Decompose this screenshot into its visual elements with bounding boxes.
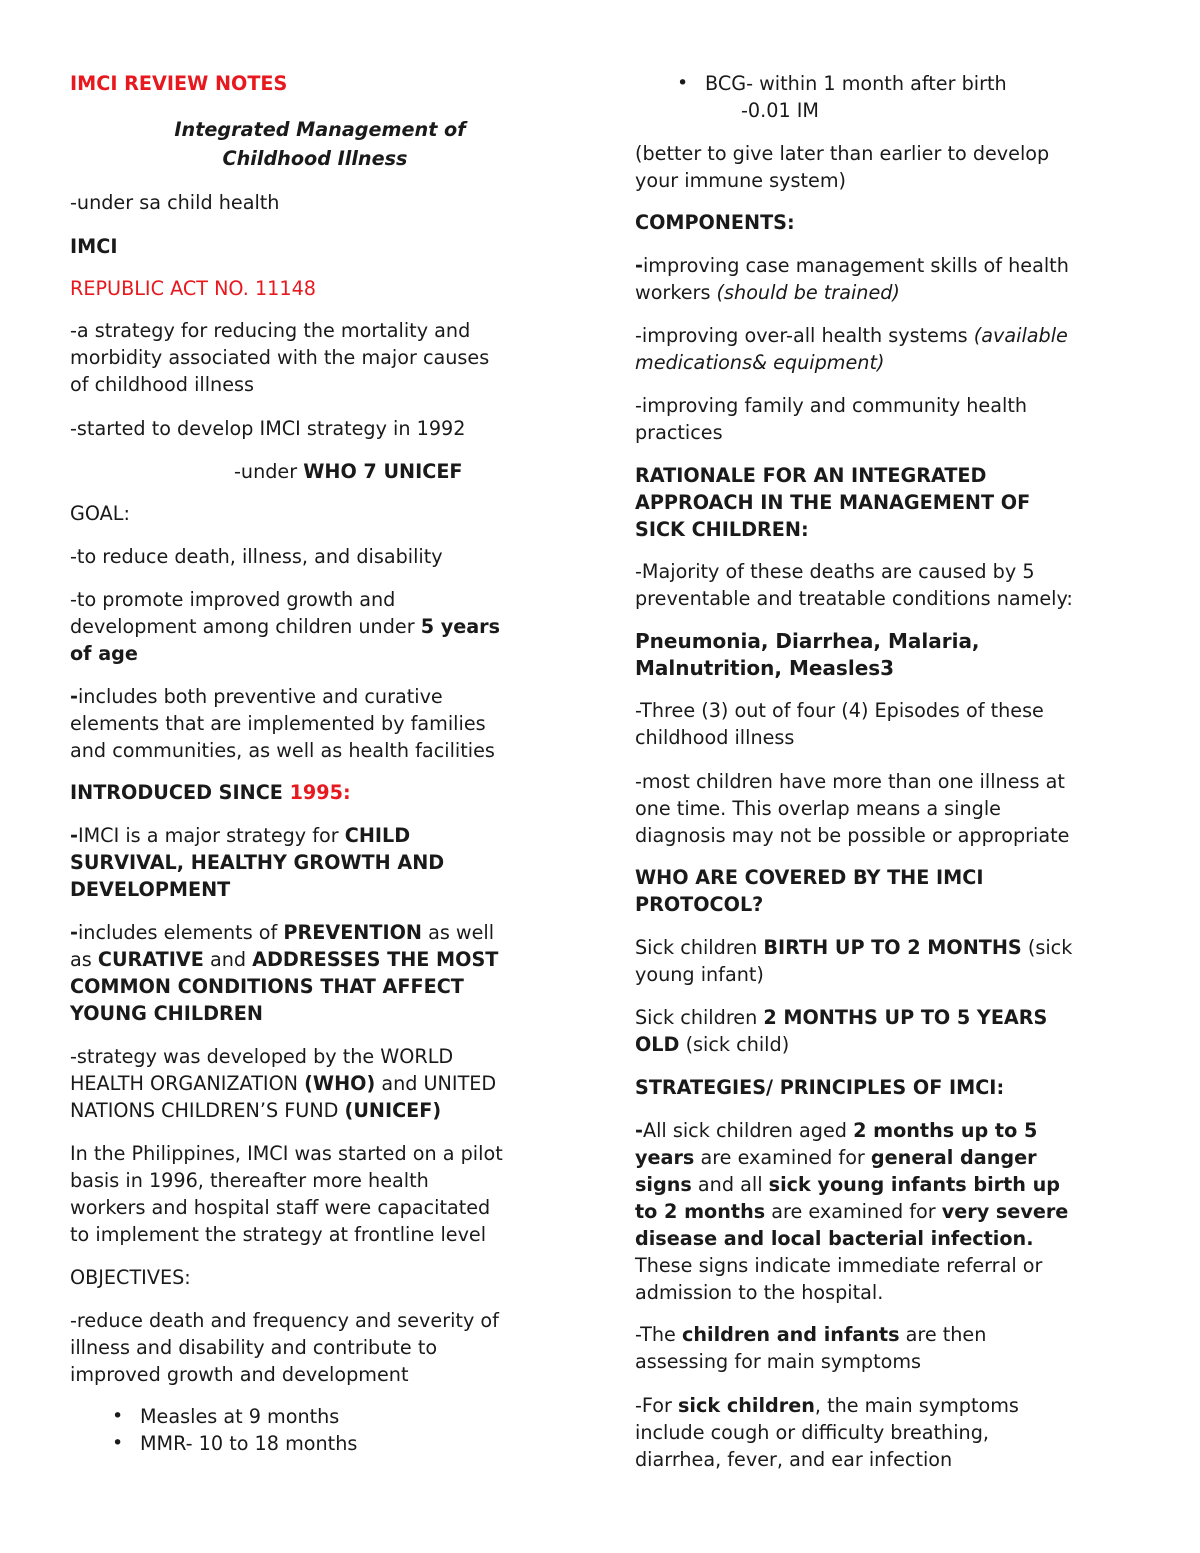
- rationale-heading: RATIONALE FOR AN INTEGRATED: [635, 464, 987, 487]
- component-text: workers: [635, 281, 717, 304]
- intro-item: [70, 822, 570, 849]
- principle-emphasis: sick children: [678, 1394, 815, 1417]
- intro-item: [70, 919, 570, 946]
- covered-heading: WHO ARE COVERED BY THE IMCI: [635, 866, 984, 889]
- who-text: and UNITED: [375, 1072, 497, 1095]
- majority-note: preventable and treatable conditions namely:: [635, 587, 1073, 610]
- intro-text: includes elements of: [77, 921, 284, 944]
- overlap-note: one time. This overlap means a single: [635, 797, 1001, 820]
- components-heading: COMPONENTS:: [635, 211, 795, 234]
- principle-emphasis: general danger: [870, 1146, 1037, 1169]
- strategies-heading: STRATEGIES/ PRINCIPLES OF IMCI:: [635, 1076, 1005, 1099]
- component-item: -improving family and community health: [635, 394, 1028, 417]
- component-item: [635, 252, 1140, 279]
- goal-item: [70, 613, 570, 640]
- intro-item: COMMON CONDITIONS THAT AFFECT: [70, 975, 464, 998]
- imci-label: IMCI: [70, 235, 118, 258]
- objective-line: illness and disability and contribute to: [70, 1336, 438, 1359]
- intro-emphasis: ADDRESSES THE MOST: [252, 948, 499, 971]
- who-unicef: WHO 7 UNICEF: [303, 460, 463, 483]
- better-note: your immune system): [635, 169, 847, 192]
- intro-item: SURVIVAL, HEALTHY GROWTH AND: [70, 851, 445, 874]
- bullet-item: • Measles at 9 months: [70, 1403, 570, 1430]
- under-prefix: -under: [234, 460, 304, 483]
- started-note: -started to develop IMCI strategy in 1992: [70, 417, 466, 440]
- philippines-note: to implement the strategy at frontline level: [70, 1223, 487, 1246]
- principle-text: are examined for: [765, 1200, 942, 1223]
- covered-heading: PROTOCOL?: [635, 893, 764, 916]
- strategy-principle: [635, 1144, 1140, 1171]
- republic-act: REPUBLIC ACT NO. 11148: [70, 277, 316, 300]
- strategy-principle: disease and local bacterial infection.: [635, 1227, 1034, 1250]
- majority-note: -Majority of these deaths are caused by 5: [635, 560, 1035, 583]
- objectives-heading: OBJECTIVES:: [70, 1266, 191, 1289]
- introduced-year: 1995:: [289, 781, 351, 804]
- strategy-principle: [635, 1321, 1140, 1348]
- goal-item: elements that are implemented by families: [70, 712, 486, 735]
- conditions-list: Pneumonia, Diarrhea, Malaria,: [635, 629, 980, 653]
- philippines-note: workers and hospital staff were capacitated: [70, 1196, 491, 1219]
- component-note: (should be trained): [716, 281, 900, 304]
- intro-text: as well: [421, 921, 495, 944]
- conditions-list: Malnutrition, Measles3: [635, 656, 895, 680]
- bullet-item: • BCG- within 1 month after birth: [635, 70, 1140, 97]
- coverage-item: [635, 1004, 1140, 1031]
- principle-text: -The: [635, 1323, 682, 1346]
- component-note: (available: [973, 324, 1068, 347]
- principle-text: are then: [899, 1323, 987, 1346]
- strategy-line: of childhood illness: [70, 373, 255, 396]
- intro-emphasis: CURATIVE: [97, 948, 204, 971]
- introduced-label: INTRODUCED SINCE: [70, 781, 290, 804]
- principle-emphasis: sick young infants birth up: [768, 1173, 1061, 1196]
- goal-text: development among children under: [70, 615, 421, 638]
- intro-text: IMCI is a major strategy for: [77, 824, 345, 847]
- goal-text: includes both preventive and curative: [77, 685, 443, 708]
- intro-text: as: [70, 948, 98, 971]
- component-text: -improving over-all health systems: [635, 324, 974, 347]
- who-text: NATIONS CHILDREN’S FUND: [70, 1099, 345, 1122]
- overlap-note: -most children have more than one illness at: [635, 770, 1065, 793]
- principle-text: , the main symptoms: [814, 1394, 1019, 1417]
- introduced-heading: [70, 779, 570, 806]
- principle-emphasis: very severe: [941, 1200, 1069, 1223]
- strategy-principle: [635, 1117, 1140, 1144]
- intro-item: [70, 946, 570, 973]
- goal-item: -to promote improved growth and: [70, 588, 396, 611]
- episodes-note: -Three (3) out of four (4) Episodes of these: [635, 699, 1044, 722]
- principle-emphasis: children and infants: [681, 1323, 900, 1346]
- principle-emphasis: to 2 months: [635, 1200, 766, 1223]
- coverage-text: (sick: [1021, 936, 1073, 959]
- subtitle-line-2: Childhood Illness: [222, 147, 408, 170]
- better-note: (better to give later than earlier to develop: [635, 142, 1050, 165]
- principle-emphasis: 2 months up to 5: [853, 1119, 1038, 1142]
- objective-line: -reduce death and frequency and severity of: [70, 1309, 499, 1332]
- coverage-item: young infant): [635, 963, 764, 986]
- dash: -: [635, 254, 643, 277]
- goal-item: of age: [70, 642, 138, 665]
- component-item: [635, 322, 1140, 349]
- strategy-principle: include cough or difficulty breathing,: [635, 1421, 989, 1444]
- coverage-text: Sick children: [635, 936, 764, 959]
- bullet-item: • MMR- 10 to 18 months: [70, 1430, 570, 1457]
- strategy-principle: diarrhea, fever, and ear infection: [635, 1448, 953, 1471]
- coverage-range: BIRTH UP TO 2 MONTHS: [763, 936, 1022, 959]
- child-health-note: -under sa child health: [70, 191, 280, 214]
- overlap-note: diagnosis may not be possible or appropriate: [635, 824, 1070, 847]
- strategy-principle: admission to the hospital.: [635, 1281, 884, 1304]
- intro-emphasis: PREVENTION: [283, 921, 422, 944]
- component-item: practices: [635, 421, 723, 444]
- episodes-note: childhood illness: [635, 726, 795, 749]
- coverage-text: (sick child): [679, 1033, 790, 1056]
- coverage-range: OLD: [635, 1033, 680, 1056]
- coverage-range: 2 MONTHS UP TO 5 YEARS: [763, 1006, 1048, 1029]
- who-abbrev: (WHO): [304, 1072, 376, 1095]
- objective-line: improved growth and development: [70, 1363, 409, 1386]
- goal-item: -to reduce death, illness, and disability: [70, 545, 443, 568]
- strategy-line: -a strategy for reducing the mortality and: [70, 319, 471, 342]
- dash: -: [70, 824, 78, 847]
- philippines-note: In the Philippines, IMCI was started on a pilot: [70, 1142, 503, 1165]
- strategy-line: morbidity associated with the major causes: [70, 346, 490, 369]
- rationale-heading: APPROACH IN THE MANAGEMENT OF: [635, 491, 1031, 514]
- under-who-unicef: [234, 458, 570, 485]
- who-text: HEALTH ORGANIZATION: [70, 1072, 305, 1095]
- who-note: [70, 1070, 570, 1097]
- principle-text: All sick children aged: [642, 1119, 854, 1142]
- dash: -: [635, 1119, 643, 1142]
- rationale-heading: SICK CHILDREN:: [635, 518, 809, 541]
- coverage-item: [635, 1031, 1140, 1058]
- strategy-principle: [635, 1171, 1140, 1198]
- philippines-note: basis in 1996, thereafter more health: [70, 1169, 429, 1192]
- coverage-text: Sick children: [635, 1006, 764, 1029]
- coverage-item: [635, 934, 1140, 961]
- strategy-principle: assessing for main symptoms: [635, 1350, 922, 1373]
- principle-text: and all: [691, 1173, 769, 1196]
- goal-item: [70, 683, 570, 710]
- unicef-abbrev: (UNICEF): [344, 1099, 442, 1122]
- strategy-principle: These signs indicate immediate referral or: [635, 1254, 1043, 1277]
- who-note: [70, 1097, 570, 1124]
- principle-text: -For: [635, 1394, 679, 1417]
- intro-item: YOUNG CHILDREN: [70, 1002, 263, 1025]
- dash: -: [70, 685, 78, 708]
- intro-text: and: [203, 948, 253, 971]
- document-title: IMCI REVIEW NOTES: [70, 72, 288, 95]
- goal-heading: GOAL:: [70, 502, 130, 525]
- intro-emphasis: CHILD: [344, 824, 411, 847]
- component-item: [635, 279, 1140, 306]
- bcg-dose: -0.01 IM: [741, 99, 819, 122]
- dash: -: [70, 921, 78, 944]
- goal-item: and communities, as well as health facilities: [70, 739, 495, 762]
- principle-emphasis: years: [635, 1146, 695, 1169]
- strategy-principle: [635, 1392, 1140, 1419]
- who-note: -strategy was developed by the WORLD: [70, 1045, 454, 1068]
- strategy-principle: [635, 1198, 1140, 1225]
- principle-text: are examined for: [694, 1146, 871, 1169]
- intro-item: DEVELOPMENT: [70, 878, 231, 901]
- goal-emphasis: 5 years: [420, 615, 501, 638]
- subtitle-line-1: Integrated Management of: [174, 118, 466, 141]
- principle-emphasis: signs: [635, 1173, 692, 1196]
- component-text: improving case management skills of health: [642, 254, 1069, 277]
- component-item: medications& equipment): [635, 351, 885, 374]
